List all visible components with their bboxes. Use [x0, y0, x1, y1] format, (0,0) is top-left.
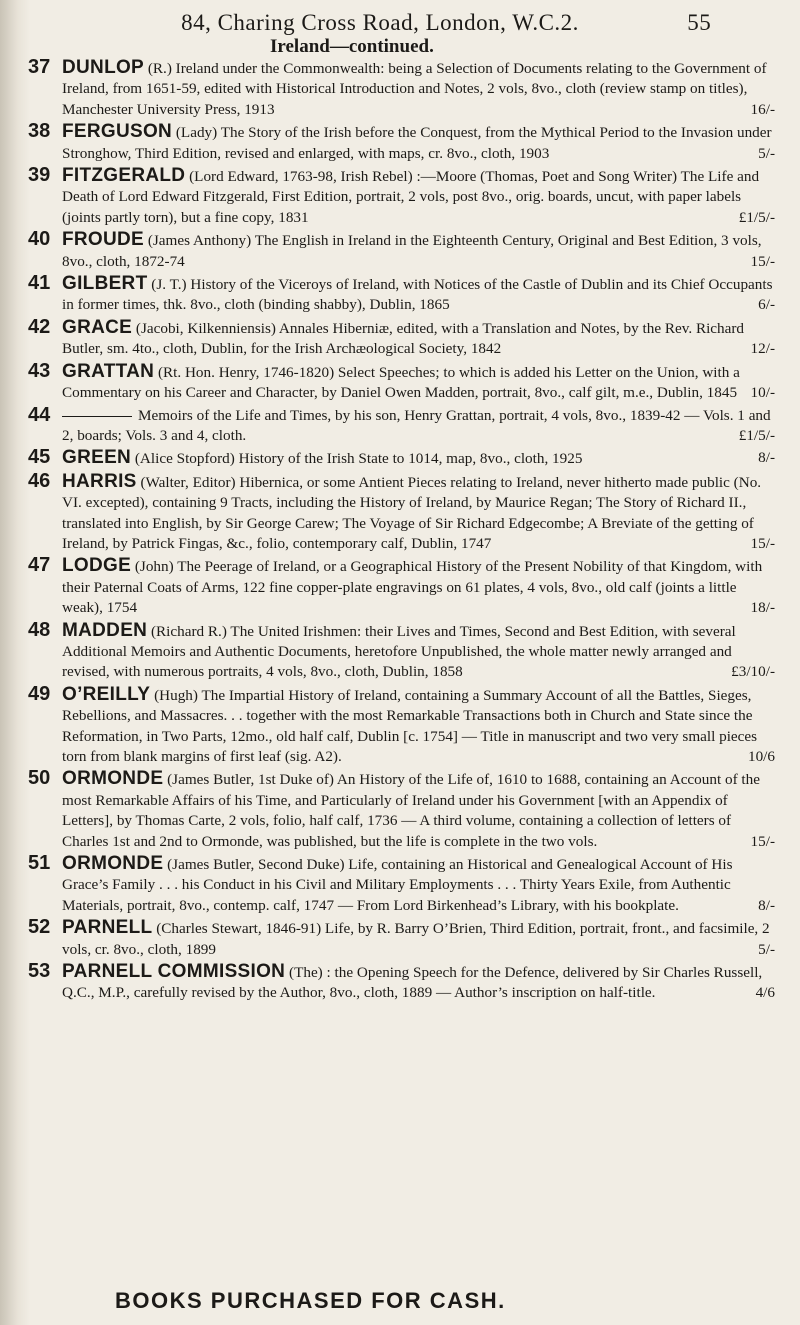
- catalogue-entry: [0, 854, 800, 916]
- entry-number: 40: [28, 228, 51, 251]
- catalogue-entry: [0, 682, 800, 768]
- entry-number: 45: [28, 446, 51, 469]
- entry-number: 44: [28, 403, 51, 426]
- catalogue-entry: [0, 448, 800, 469]
- catalogue-entry: [0, 230, 800, 272]
- entry-description: (Walter, Editor) Hibernica, or some Antient Pieces relating to Ireland, never hitherto made public (No. VI. excepted), containing 9 Tracts, including the History of Ireland, by Maurice Regan; The Story of Richard II., translated into English, by Sir George Carew; The Voyage of Sir Richard Edgecombe; A Breviate of the getting of Ireland, by Patrick Fingas, &c., folio, contemporary calf, Dublin, 1747: [62, 473, 762, 552]
- entry-author: FERGUSON: [62, 121, 173, 143]
- entry-price: 12/-: [750, 340, 775, 358]
- entry-author: FITZGERALD: [62, 165, 186, 187]
- entry-number: 52: [28, 916, 51, 939]
- catalogue-entry: [0, 918, 800, 960]
- entry-description: (R.) Ireland under the Commonwealth: being a Selection of Documents relating to the Government of Ireland, from 1651-59, edited with Historical Introduction and Notes, 2 vols, 8vo., cloth (review stamp on titles), Manchester University Press, 1913: [62, 60, 767, 118]
- entry-price: £1/5/-: [738, 208, 775, 226]
- entry-author: ORMONDE: [62, 853, 164, 875]
- catalogue-entry: [0, 122, 800, 164]
- entry-description: (Richard R.) The United Irishmen: their Lives and Times, Second and Best Edition, with several Additional Memoirs and Authentic Documents, heretofore Unpublished, the whole matter newly arranged and revised, with numerous portraits, 4 vols, 8vo., cloth, Dublin, 1858: [62, 622, 736, 681]
- entry-description: (Lady) The Story of the Irish before the Conquest, from the Mythical Period to the Invasion under Stronghow, Third Edition, revised and enlarged, with maps, cr. 8vo., cloth, 1903: [62, 124, 772, 162]
- entry-price: 8/-: [758, 449, 775, 467]
- entry-number: 48: [28, 618, 51, 641]
- catalogue-entry: [0, 58, 800, 120]
- catalogue-entry: [0, 769, 800, 852]
- entry-description: (Rt. Hon. Henry, 1746-1820) Select Speeches; to which is added his Letter on the Union, with a Commentary on his Career and Character, by Daniel Owen Madden, portrait, 8vo., calf gilt, m.e., Dublin, 1845: [62, 363, 740, 402]
- section-heading: Ireland—continued.: [270, 36, 434, 57]
- entry-author: MADDEN: [62, 619, 148, 641]
- running-title: 84, Charing Cross Road, London, W.C.2.: [181, 10, 579, 35]
- entry-author: LODGE: [62, 555, 132, 577]
- entry-description: (James Butler, 1st Duke of) An History of the Life of, 1610 to 1688, containing an Account of the most Remarkable Affairs of his Time, and Particularly of Ireland under his Government [with an Appendix of Letters], by Thomas Carte, 2 vols, folio, half calf, 1736 — A third volume, containing a collection of letters of Charles 1st and 2nd to Ormonde, was published, but the life is complete in the two vols.: [62, 771, 760, 850]
- entry-price: 5/-: [758, 144, 775, 162]
- entry-price: £1/5/-: [738, 426, 775, 444]
- entry-description: (Hugh) The Impartial History of Ireland, containing a Summary Account of all the Battles, Sieges, Rebellions, and Massacres. . . together with the most Remarkable Transactions both in Church and State since the Reformation, in Two Parts, 12mo., old half calf, Dublin [c. 1754] — Title in manuscript and two very small pieces torn from blank margins of first leaf (sig. A2).: [62, 686, 758, 765]
- catalogue-entry: [0, 403, 800, 447]
- entry-author: PARNELL COMMISSION: [62, 961, 286, 983]
- entry-number: 50: [28, 767, 51, 790]
- entry-number: 38: [28, 120, 51, 143]
- entry-price: 10/6: [747, 748, 775, 765]
- entry-description: (Charles Stewart, 1846-91) Life, by R. Barry O’Brien, Third Edition, portrait, front., and facsimile, 2 vols, cr. 8vo., cloth, 1899: [62, 920, 770, 958]
- entry-description: (Lord Edward, 1763-98, Irish Rebel) :—Moore (Thomas, Poet and Song Writer) The Life and Death of Lord Edward Fitzgerald, First Edition, portrait, 2 vols, post 8vo., orig. boards, uncut, with paper labels (joints partly torn), but a fine copy, 1831: [62, 168, 760, 226]
- entry-number: 37: [28, 56, 51, 78]
- entry-number: 51: [28, 852, 51, 875]
- entry-number: 49: [28, 682, 51, 705]
- entry-description: (John) The Peerage of Ireland, or a Geographical History of the Present Nobility of that Kingdom, with their Paternal Coats of Arms, 122 fine copper-plate engravings on 61 plates, 4 vols, 8vo., old calf (joints a little weak), 1754: [62, 558, 763, 617]
- entry-number: 42: [28, 315, 51, 338]
- entry-author: O’REILLY: [62, 683, 151, 705]
- entry-description: (James Anthony) The English in Ireland in the Eighteenth Century, Original and Best Edition, 3 vols, 8vo., cloth, 1872-74: [62, 232, 762, 270]
- entry-price: 5/-: [758, 940, 775, 958]
- entry-price: £3/10/-: [731, 663, 775, 681]
- entry-description: (The) : the Opening Speech for the Defence, delivered by Sir Charles Russell, Q.C., M.P., carefully revised by the Author, 8vo., cloth, 1889 — Author’s inscription on half-title.: [62, 964, 763, 1002]
- entry-description: (Alice Stopford) History of the Irish State to 1014, map, 8vo., cloth, 1925: [134, 450, 583, 468]
- entry-price: 10/-: [750, 384, 775, 402]
- entry-price: 15/-: [750, 534, 775, 552]
- catalogue-entry: [0, 166, 800, 228]
- entry-description: (Jacobi, Kilkenniensis) Annales Hiberniæ, edited, with a Translation and Notes, by the Rev. Richard Butler, sm. 4to., cloth, Dublin, for the Irish Archæological Society, 1842: [62, 319, 745, 358]
- entry-price: 8/-: [758, 896, 775, 914]
- entry-author: GILBERT: [62, 273, 148, 295]
- entry-price: 16/-: [750, 100, 775, 118]
- entry-number: 53: [28, 960, 51, 983]
- catalogue-entry: [0, 556, 800, 618]
- entry-author: GRATTAN: [62, 360, 155, 382]
- catalogue-entry: [0, 315, 800, 360]
- catalogue-entry: [0, 962, 800, 1004]
- entry-number: 41: [28, 272, 51, 295]
- catalogue-entry: [0, 618, 800, 683]
- catalogue-entry: [0, 469, 800, 555]
- entry-author: GREEN: [62, 447, 132, 469]
- entry-description: (James Butler, Second Duke) Life, containing an Historical and Genealogical Account of His Grace’s Family . . . his Conduct in his Civil and Military Employments . . . Thirty Years Exile, from Authentic Materials, portrait, 8vo., contemp. calf, 1747 — From Lord Birkenhead’s Library, with his bookplate.: [62, 856, 733, 914]
- catalogue-entry: [0, 359, 800, 404]
- footer-notice: BOOKS PURCHASED FOR CASH.: [115, 1288, 506, 1313]
- entry-number: 43: [28, 359, 51, 382]
- catalogue-entries: [0, 58, 800, 1006]
- entry-price: 6/-: [758, 296, 775, 314]
- entry-author: ORMONDE: [62, 768, 164, 790]
- entry-price: 15/-: [750, 252, 775, 270]
- entry-description: Memoirs of the Life and Times, by his son, Henry Grattan, portrait, 4 vols, 8vo., 1839-42 — Vols. 1 and 2, boards; Vols. 3 and 4, cloth.: [62, 406, 771, 444]
- catalogue-entry: [0, 274, 800, 316]
- entry-number: 39: [28, 164, 51, 187]
- entry-price: 15/-: [750, 832, 775, 850]
- entry-price: 4/6: [755, 984, 775, 1002]
- entry-number: 46: [28, 469, 51, 492]
- running-header: [110, 10, 710, 36]
- page-number: 55: [687, 10, 712, 35]
- entry-author: PARNELL: [62, 917, 153, 939]
- entry-author: DUNLOP: [62, 57, 145, 78]
- entry-author: GRACE: [62, 316, 133, 338]
- entry-price: 18/-: [750, 599, 775, 617]
- entry-author: HARRIS: [62, 470, 137, 492]
- entry-description: (J. T.) History of the Viceroys of Ireland, with Notices of the Castle of Dublin and its Chief Occupants in former times, thk. 8vo., cloth (binding shabby), Dublin, 1865: [62, 276, 773, 314]
- entry-author: FROUDE: [62, 229, 145, 251]
- entry-number: 47: [28, 554, 51, 577]
- ditto-rule: [62, 416, 132, 417]
